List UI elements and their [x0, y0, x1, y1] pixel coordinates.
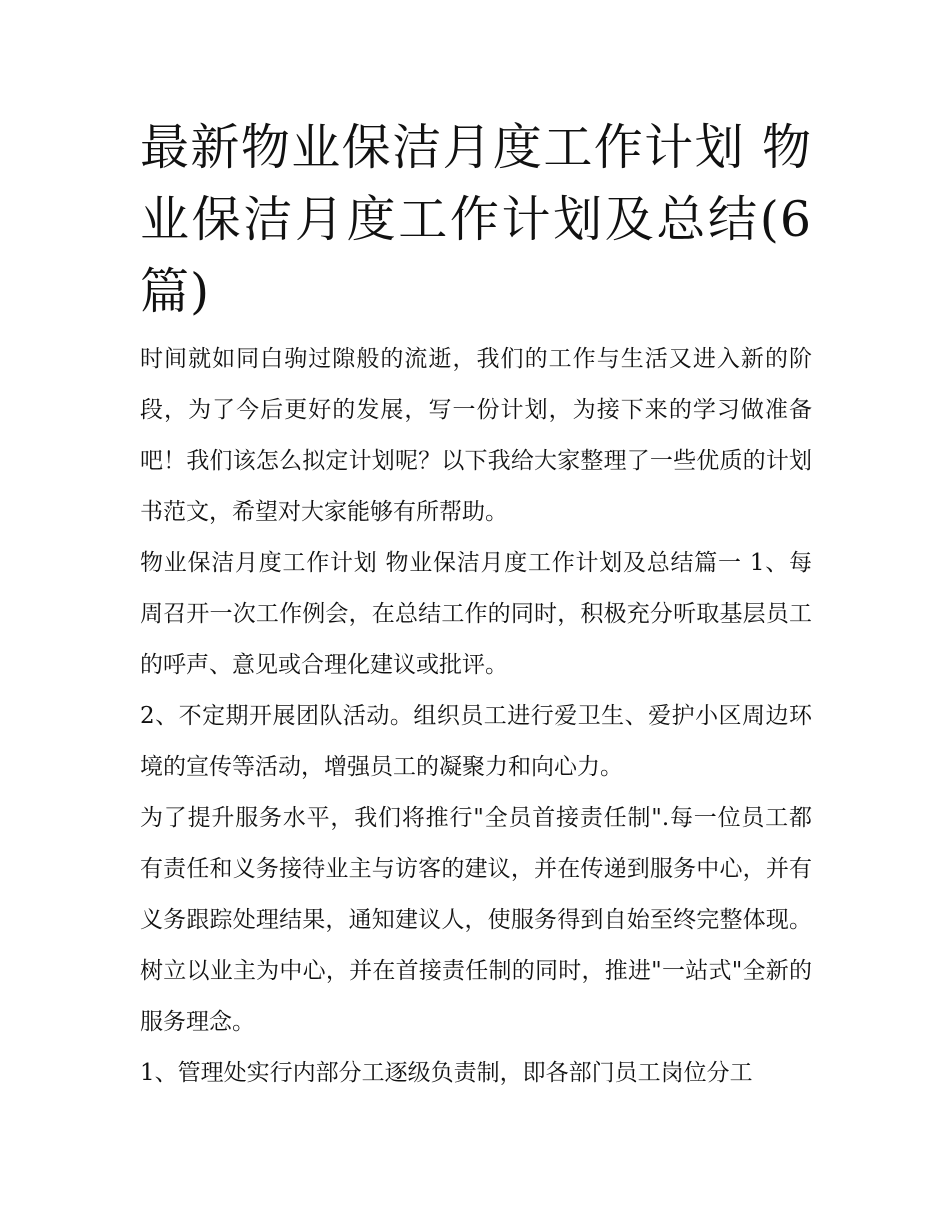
- paragraph-item-1: 1、管理处实行内部分工逐级负责制，即各部门员工岗位分工: [140, 1060, 753, 1086]
- paragraph-section-one: 物业保洁月度工作计划 物业保洁月度工作计划及总结篇一 1、每周召开一次工作例会，在总结工作的同时，积极充分听取基层员工的呼声、意见或合理化建议或批评。: [140, 550, 812, 678]
- paragraph-intro: 时间就如同白驹过隙般的流逝，我们的工作与生活又进入新的阶段，为了今后更好的发展，写一份计划，为接下来的学习做准备吧！我们该怎么拟定计划呢？以下我给大家整理了一些优质的计划书范文，希望对大家能够有所帮助。: [140, 346, 812, 525]
- paragraph-item-2: 2、不定期开展团队活动。组织员工进行爱卫生、爱护小区周边环境的宣传等活动，增强员工的凝聚力和向心力。: [140, 703, 812, 780]
- document-page: [140, 112, 812, 1099]
- document-title: 最新物业保洁月度工作计划 物业保洁月度工作计划及总结(6篇): [140, 119, 812, 320]
- paragraph-service: 为了提升服务水平，我们将推行"全员首接责任制".每一位员工都有责任和义务接待业主与访客的建议，并在传递到服务中心，并有义务跟踪处理结果，通知建议人，使服务得到自始至终完整体现。树立以业主为中心，并在首接责任制的同时，推进"一站式"全新的服务理念。: [140, 805, 812, 1035]
